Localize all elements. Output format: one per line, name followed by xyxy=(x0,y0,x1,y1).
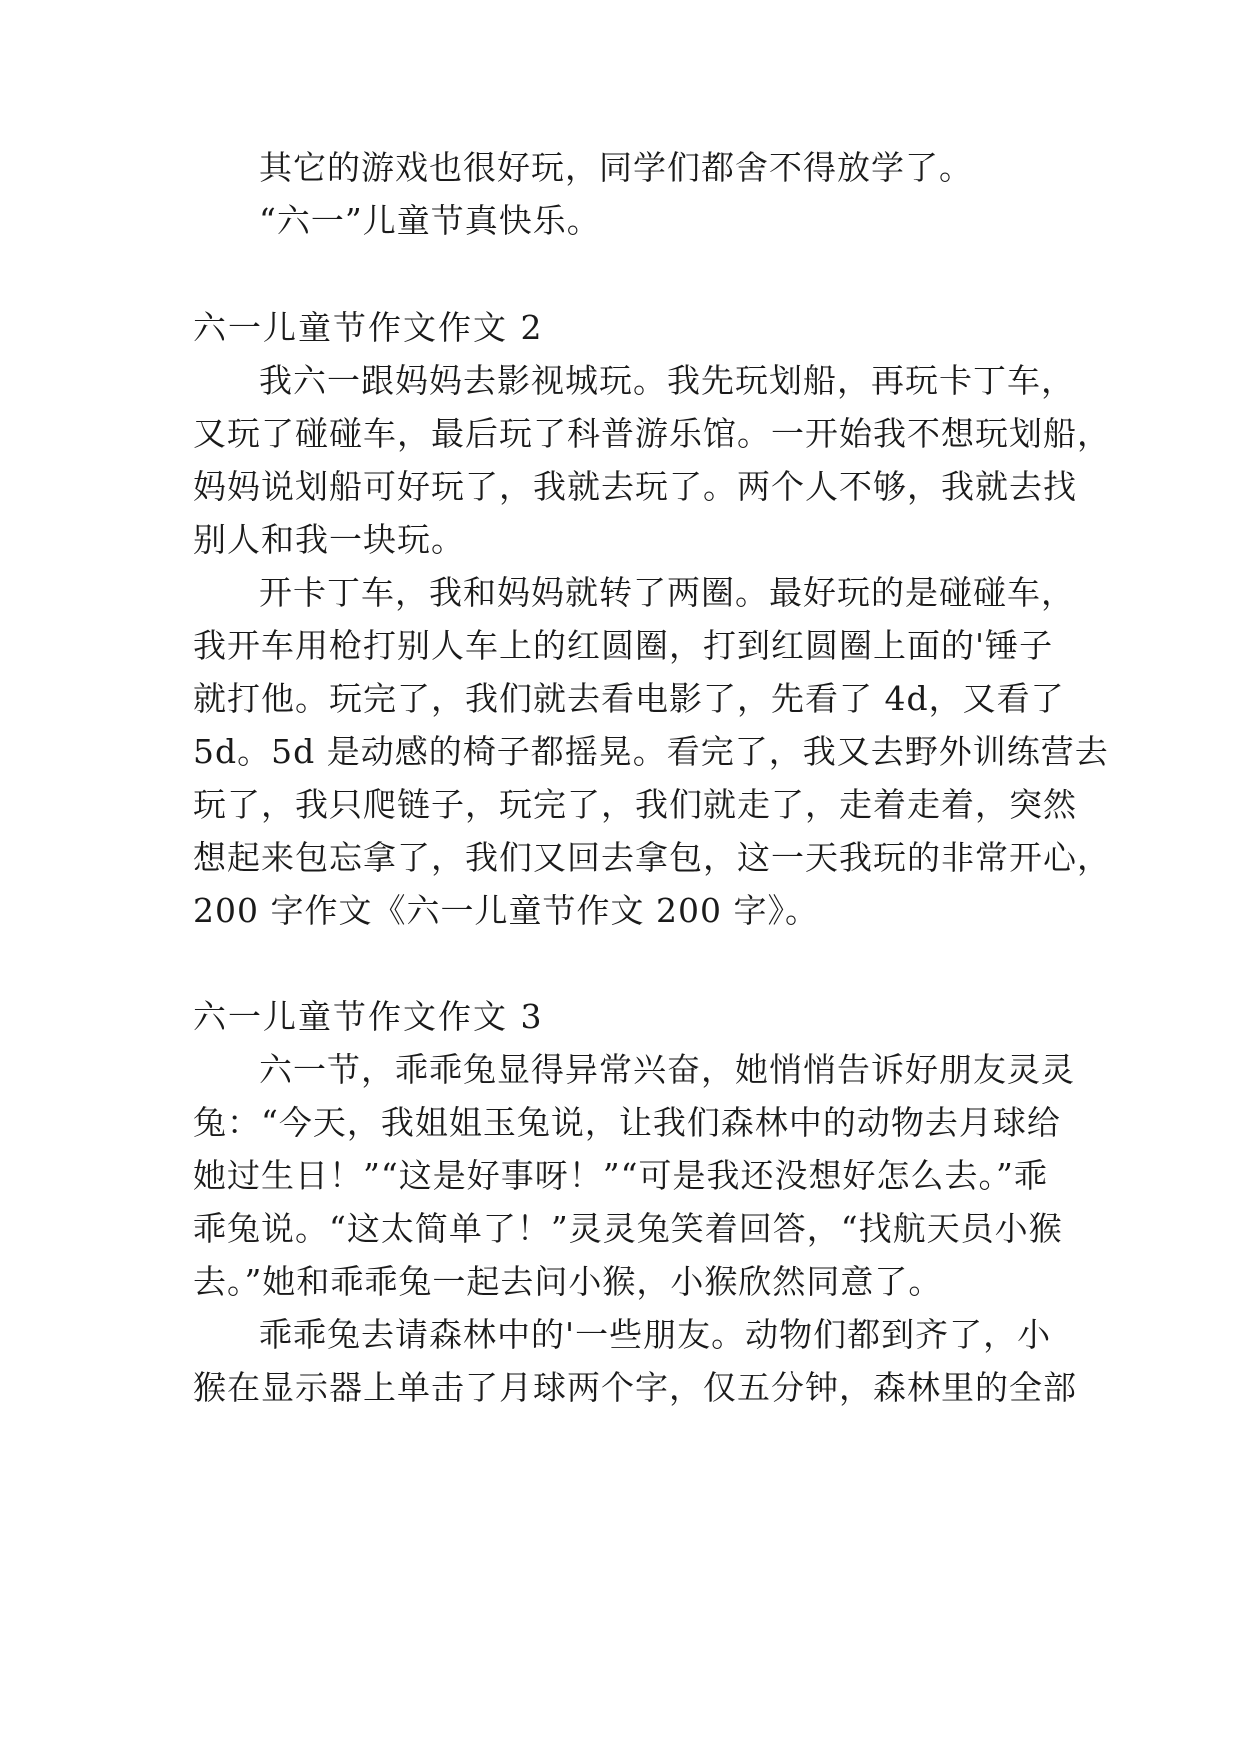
paragraph-line: 六一节，乖乖兔显得异常兴奋，她悄悄告诉好朋友灵灵 xyxy=(259,1050,1075,1089)
paragraph-line: “六一”儿童节真快乐。 xyxy=(259,201,601,240)
paragraph-line: 乖乖兔去请森林中的'一些朋友。动物们都到齐了，小 xyxy=(259,1315,1052,1354)
paragraph-line: 又玩了碰碰车，最后玩了科普游乐馆。一开始我不想玩划船， xyxy=(193,414,1111,453)
section-heading: 六一儿童节作文作文 2 xyxy=(193,308,544,347)
paragraph-line: 就打他。玩完了，我们就去看电影了，先看了 4d，又看了 xyxy=(193,679,1065,718)
paragraph-line: 妈妈说划船可好玩了，我就去玩了。两个人不够，我就去找 xyxy=(193,467,1077,506)
paragraph-line: 开卡丁车，我和妈妈就转了两圈。最好玩的是碰碰车， xyxy=(259,573,1075,612)
paragraph-line: 玩了，我只爬链子，玩完了，我们就走了，走着走着，突然 xyxy=(193,785,1077,824)
paragraph-line: 别人和我一块玩。 xyxy=(193,520,465,559)
paragraph-line: 乖兔说。“这太简单了！”灵灵兔笑着回答，“找航天员小猴 xyxy=(193,1209,1063,1248)
paragraph-line: 她过生日！”“这是好事呀！”“可是我还没想好怎么去。”乖 xyxy=(193,1156,1048,1195)
section-heading: 六一儿童节作文作文 3 xyxy=(193,997,544,1036)
paragraph-line: 我开车用枪打别人车上的红圆圈，打到红圆圈上面的'锤子 xyxy=(193,626,1054,665)
paragraph-line: 5d。5d 是动感的椅子都摇晃。看完了，我又去野外训练营去 xyxy=(193,732,1109,771)
paragraph-line: 兔：“今天，我姐姐玉兔说，让我们森林中的动物去月球给 xyxy=(193,1103,1061,1142)
paragraph-line: 猴在显示器上单击了月球两个字，仅五分钟，森林里的全部 xyxy=(193,1368,1077,1407)
paragraph-line: 其它的游戏也很好玩，同学们都舍不得放学了。 xyxy=(259,148,973,187)
paragraph-line: 我六一跟妈妈去影视城玩。我先玩划船，再玩卡丁车， xyxy=(259,361,1075,400)
paragraph-line: 想起来包忘拿了，我们又回去拿包，这一天我玩的非常开心， xyxy=(193,838,1111,877)
paragraph-line: 200 字作文《六一儿童节作文 200 字》。 xyxy=(193,891,819,930)
paragraph-line: 去。”她和乖乖兔一起去问小猴，小猴欣然同意了。 xyxy=(193,1262,943,1301)
